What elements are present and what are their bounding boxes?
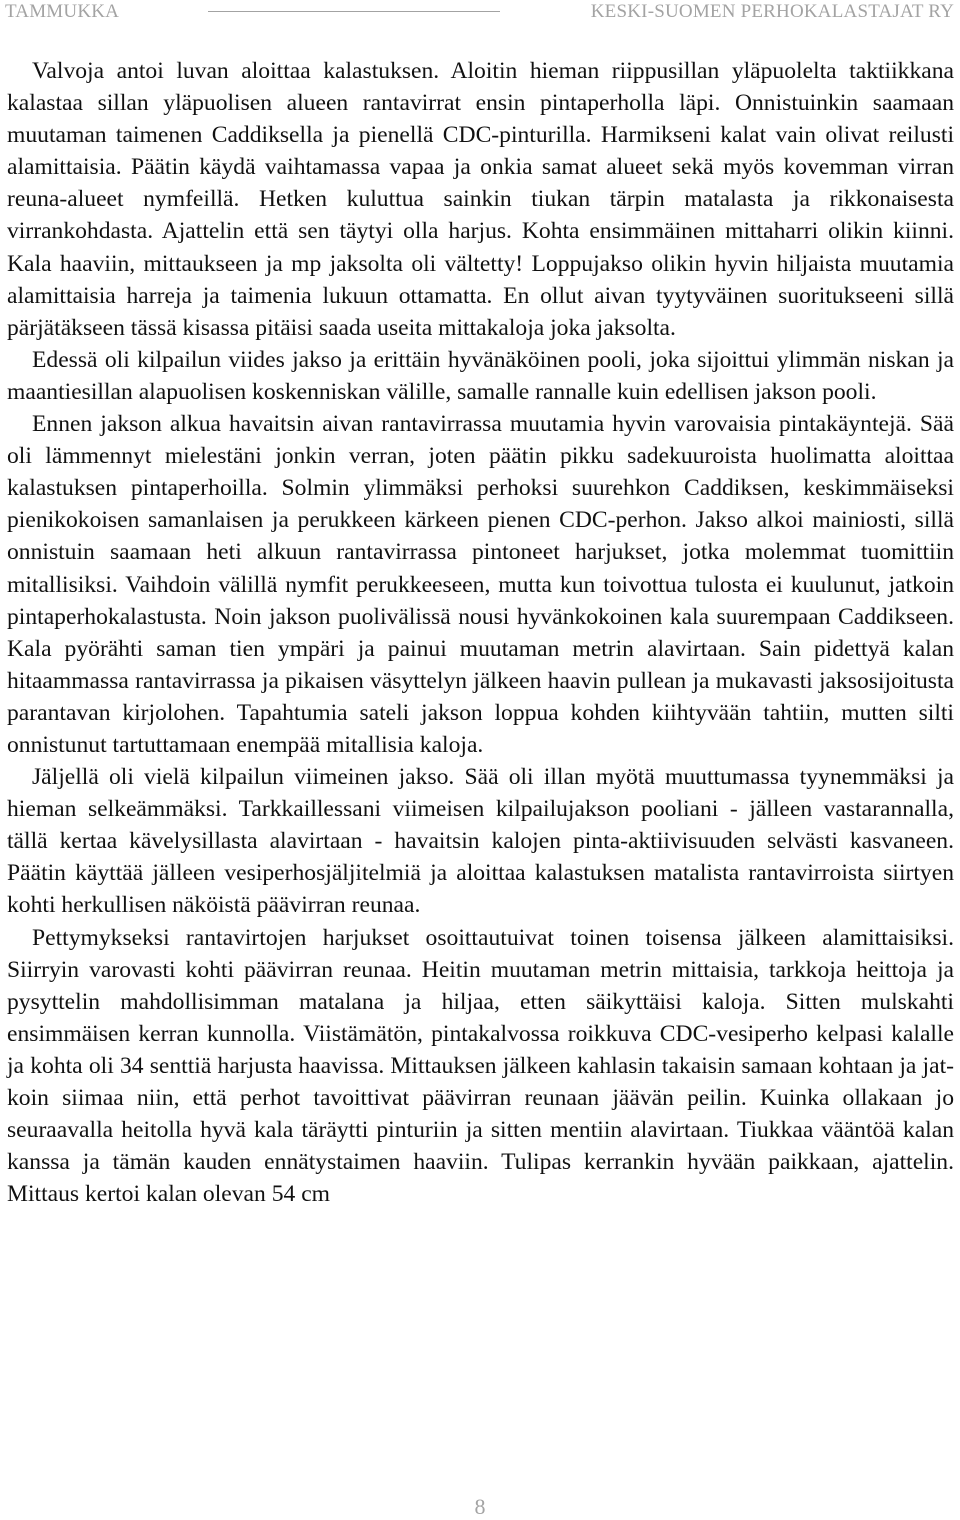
article-body	[7, 55, 954, 1210]
publisher-name: KESKI-SUOMEN PERHOKALASTAJAT RY	[590, 1, 954, 22]
paragraph: Jäljellä oli vielä kilpailun viimeinen jakso. Sää oli illan myötä muuttumassa tyynemmäksi ja hieman selkeämmäksi. Tarkkaillessani viimeisen kilpailujakson pooliani - jälleen vastarannalla, tällä kertaa kävelysillasta alavirtaan - havaitsin kalojen pinta-aktiivisuuden selvästi kasvaneen. Päätin käyttää jälleen vesiperhosjäljitelmiä ja aloittaa kalastuksen matalista rantavirroista siirtyen kohti herkullisen näköistä päävirran reunaa.	[7, 764, 954, 919]
page-number: 8	[474, 1494, 486, 1519]
paragraph: Ennen jakson alkua havaitsin aivan rantavirrassa muutamia hyvin varovaisia pintakäyntejä. Sää oli lämmennyt mielestäni jonkin verran, joten päätin pikku sadekuuroista huolimatta aloittaa kalastuksen pintaperhoilla. Solmin ylimmäksi perhoksi suurehkon Caddiksen, keskimmäiseksi pienikokoisen samanlaisen ja perukkeen kärkeen pienen CDC-perhon. Jakso alkoi mainiosti, sillä onnistuin saamaan heti alkuun rantavirrassa pintoneet harjukset, jotka molemmat tuomittiin mitallisiksi. Vaihdoin välillä nymfit perukkeeseen, mutta kun toivottua tulosta ei kuulunut, jatkoin pintaperhokalastusta. Noin jakson puolivälissä nousi hyvänkokoinen kala suurempaan Caddikseen. Kala pyörähti saman tien ympäri ja painui muutaman metrin alavirtaan. Sain pidettyä kalan hitaammassa rantavirrassa ja pikaisen väsyttelyn jälkeen haavin pullean ja mukavasti jaksosijoitusta parantavan kirjolohen. Tapahtumia sateli jakson loppua kohden kiihtyvään tahtiin, mutten silti onnistunut tartuttamaan enempää mitallisia kaloja.	[7, 411, 954, 758]
running-header	[0, 0, 960, 26]
paragraph: Edessä oli kilpailun viides jakso ja erittäin hyvänäköinen pooli, joka sijoittui ylimmän niskan ja maantiesillan alapuolisen koskenniskan välille, samalle rannalle kuin edellisen jakson pooli.	[7, 346, 954, 405]
paragraph: Pettymykseksi rantavirtojen harjukset osoittautuivat toinen toisensa jälkeen alamittaisiksi. Siirryin varovasti kohti päävirran reunaa. Heitin muutaman metrin mittaisia, tarkkoja heittoja ja pysyttelin mahdollisimman matalana ja hiljaa, etten säikyttäisi kaloja. Sitten mulskahti ensimmäisen kerran kunnolla. Viistämätön, pintakalvossa roikkuva CDC-vesiperho kelpasi kalalle ja kohta oli 34 senttiä harjusta haavissa. Mittauksen jälkeen kahlasin takaisin samaan kohtaan ja jatkoin siimaa niin, että perhot tavoittivat päävirran reunaan jäävän peilin. Kuinka ollakaan jo seuraavalla heitolla hyvä kala täräytti pinturiin ja sitten mentiin alavirtaan. Tiukkaa vääntöä kalan kanssa ja tämän kauden ennätystaimen haaviin. Tulipas kerrankin hyvään paikkaan, ajattelin. Mittaus kertoi kalan olevan 54 cm	[7, 924, 954, 1208]
paragraph: Valvoja antoi luvan aloittaa kalastuksen. Aloitin hieman riippusillan yläpuolelta taktiikkana kalastaa sillan yläpuolisen alueen rantavirrat ensin pintaperholla läpi. Onnistuinkin saamaan muutaman taimenen Caddiksella ja pienellä CDC-pinturilla. Harmikseni kalat vain olivat reilusti alamittaisia. Päätin käydä vaihtamassa vapaa ja onkia samat alueet sekä myös kovemman virran reuna-alueet nymfeillä. Hetken kuluttua sainkin tiukan tärpin matalasta ja rikkonaisesta virrankohdasta. Ajattelin että sen täytyi olla harjus. Kohta ensimmäinen mittaharri olikin kiinni. Kala haaviin, mittaukseen ja mp jaksolta oli vältetty! Loppujakso olikin hyvin hiljaista muutamia alamittaisia harreja ja taimenia lukuun ottamatta. En ollut aivan tyytyväinen suoritukseeni sillä pärjätäkseen tässä kisassa pitäisi saada useita mittakaloja joka jaksolta.	[7, 58, 954, 341]
publication-title: TAMMUKKA	[5, 1, 120, 22]
header-rule	[208, 11, 500, 12]
